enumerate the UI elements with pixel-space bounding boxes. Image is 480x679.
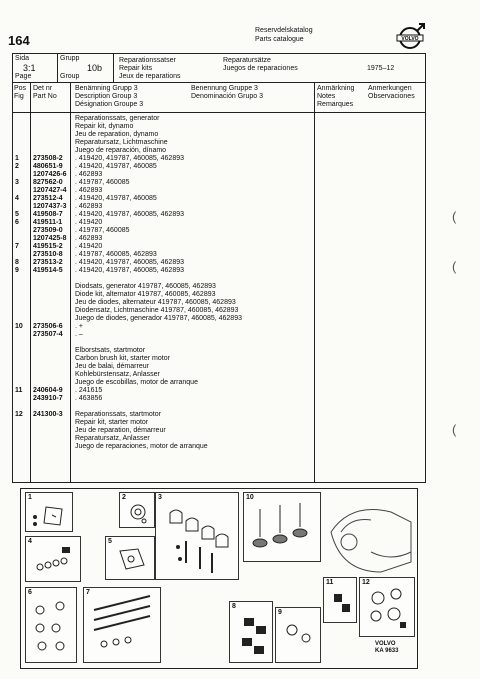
dynamo-part-no: 480651-9 [33, 163, 63, 170]
volvo-logo-text: VOLVO [401, 36, 419, 43]
figure-panel-7: 7 [83, 587, 161, 663]
dynamo-applies-to: . 462893 [75, 203, 103, 210]
section-title-de: Reparatursätze [223, 57, 271, 64]
figure-panel-12: 12 [359, 577, 415, 637]
dynamo-applies-to: . 419420, 419787, 460085 [75, 195, 157, 202]
dynamo-part-no: 273513-2 [33, 259, 63, 266]
dynamo-applies-to: . 419787, 460085 [75, 179, 130, 186]
margin-mark: ( [452, 422, 457, 437]
col-notes: Anmärkning Notes Remarques [317, 85, 355, 108]
illustration-caption: VOLVO KA 9633 [375, 641, 399, 654]
catalogue-title-en: Parts catalogue [255, 36, 304, 43]
dynamo-pos: 7 [15, 243, 19, 250]
catalogue-title [255, 26, 313, 44]
figure-panel-3: 3 [155, 492, 239, 580]
starter-motor-drawing [321, 492, 415, 576]
figure-panel-2: 2 [119, 492, 155, 528]
diode-kit-title: Diodsats, generator 419787, 460085, 462893 Diode kit, alternator 419787, 460085, 462893 Jeu de diodes, alternateur 419787, 460085, 462893 Diodensatz, Lichtmaschine 419787, 460085, 462893 Juego de diodes, generador 419787, 460085, 462893 [75, 283, 242, 322]
dynamo-applies-to: . 419420 [75, 243, 103, 250]
dynamo-part-no: 1207427-4 [33, 187, 67, 194]
figure-panel-4: 4 [25, 536, 81, 582]
section-title-sv: Reparationssatser [119, 57, 176, 64]
issue-date: 1975–12 [367, 65, 395, 72]
starter-pos: 12 [15, 411, 23, 418]
dynamo-part-no: 419514-5 [33, 267, 63, 274]
dynamo-applies-to: . 462893 [75, 171, 103, 178]
col-desc-1: Benämning Grupp 3 Description Group 3 Désignation Groupe 3 [75, 85, 144, 108]
dynamo-pos: 2 [15, 163, 19, 170]
dynamo-pos: 9 [15, 267, 19, 274]
col-notes-2: Anmerkungen Observaciones [368, 85, 415, 100]
dynamo-part-no: 273508-2 [33, 155, 63, 162]
diode-part-no: 273506-6 [33, 323, 63, 330]
group-label: Group [60, 73, 80, 80]
dynamo-part-no: 273510-8 [33, 251, 63, 258]
figure-panel-1: 1 [25, 492, 73, 532]
dynamo-kit-title: Reparationssats, generator Repair kit, dynamo Jeu de reparation, dynamo Reparatursatz, Lichtmaschine Juego de reparación, dínamo [75, 115, 168, 154]
dynamo-applies-to: . 419420, 419787, 460085, 462893 [75, 211, 184, 218]
col-partno: Det nr Part No [33, 85, 57, 100]
dynamo-part-no: 1207426-6 [33, 171, 67, 178]
dynamo-part-no: 273509-0 [33, 227, 63, 234]
dynamo-part-no: 827562-0 [33, 179, 63, 186]
dynamo-part-no: 419515-2 [33, 243, 63, 250]
dynamo-part-no: 273512-4 [33, 195, 63, 202]
section-title-fr: Jeux de reparations [119, 73, 181, 80]
catalogue-title-sv: Reservdelskatalog [255, 27, 313, 34]
dynamo-applies-to: . 419787, 460085, 462893 [75, 251, 157, 258]
dynamo-applies-to: . 462893 [75, 235, 103, 242]
exploded-illustration [20, 488, 418, 669]
starter-kit-title: Reparationssats, startmotor Repair kit, starter motor Jeu de reparation, démarreur Reparatursatz, Anlasser Juego de reparaciones, motor de arranque [75, 411, 208, 450]
dynamo-part-no: 1207437-3 [33, 203, 67, 210]
col-desc-2: Benennung Gruppe 3 Denominación Grupo 3 [191, 85, 263, 100]
dynamo-pos: 8 [15, 259, 19, 266]
dynamo-pos: 3 [15, 179, 19, 186]
dynamo-applies-to: . 419420, 419787, 460085, 462893 [75, 259, 184, 266]
sida-value: 3:1 [23, 63, 36, 73]
sida-label: Sida [15, 55, 30, 62]
grupp-value: 10b [87, 63, 103, 73]
figure-panel-8: 8 [229, 601, 273, 663]
dynamo-pos: 4 [15, 195, 19, 202]
starter-part-no: 241300-3 [33, 411, 63, 418]
margin-mark: ( [452, 209, 457, 224]
diode-pos: 10 [15, 323, 23, 330]
dynamo-part-no: 1207425-8 [33, 235, 67, 242]
dynamo-part-no: 419508-7 [33, 211, 63, 218]
brush-kit-title: Elborstsats, startmotor Carbon brush kit, starter motor Jeu de balai, démarreur Kohlebürstensatz, Anlasser Juego de escobillas, motor de arranque [75, 347, 198, 386]
dynamo-applies-to: . 462893 [75, 187, 103, 194]
page-number: 164 [8, 33, 30, 48]
page-label: Page [15, 73, 32, 80]
dynamo-applies-to: . 419420, 419787, 460085, 462893 [75, 155, 184, 162]
section-title-es: Juegos de reparaciones [223, 65, 298, 72]
brush-part-no: 243910-7 [33, 395, 63, 402]
dynamo-applies-to: . 419420 [75, 219, 103, 226]
dynamo-applies-to: . 419787, 460085 [75, 227, 130, 234]
brush-applies-to: . 241615 [75, 387, 103, 394]
margin-mark: ( [452, 259, 457, 274]
figure-panel-6: 6 [25, 587, 77, 663]
brush-applies-to: . 463856 [75, 395, 103, 402]
section-title-en: Repair kits [119, 65, 153, 72]
diode-applies-to: . + [75, 323, 83, 330]
figure-panel-5: 5 [105, 536, 155, 580]
grupp-label: Grupp [60, 55, 80, 62]
dynamo-part-no: 419511-1 [33, 219, 63, 226]
dynamo-pos: 6 [15, 219, 19, 226]
parts-table [12, 53, 426, 483]
dynamo-pos: 1 [15, 155, 19, 162]
diode-applies-to: . – [75, 331, 83, 338]
figure-panel-11: 11 [323, 577, 357, 623]
brush-pos: 11 [15, 387, 23, 394]
diode-part-no: 273507-4 [33, 331, 63, 338]
figure-panel-10: 10 [243, 492, 321, 562]
dynamo-applies-to: . 419420, 419787, 460085 [75, 163, 157, 170]
volvo-logo [394, 22, 428, 50]
dynamo-applies-to: . 419420, 419787, 460085, 462893 [75, 267, 184, 274]
brush-part-no: 240604-9 [33, 387, 63, 394]
col-pos: Pos Fig [14, 85, 27, 100]
dynamo-pos: 5 [15, 211, 19, 218]
figure-panel-9: 9 [275, 607, 321, 663]
